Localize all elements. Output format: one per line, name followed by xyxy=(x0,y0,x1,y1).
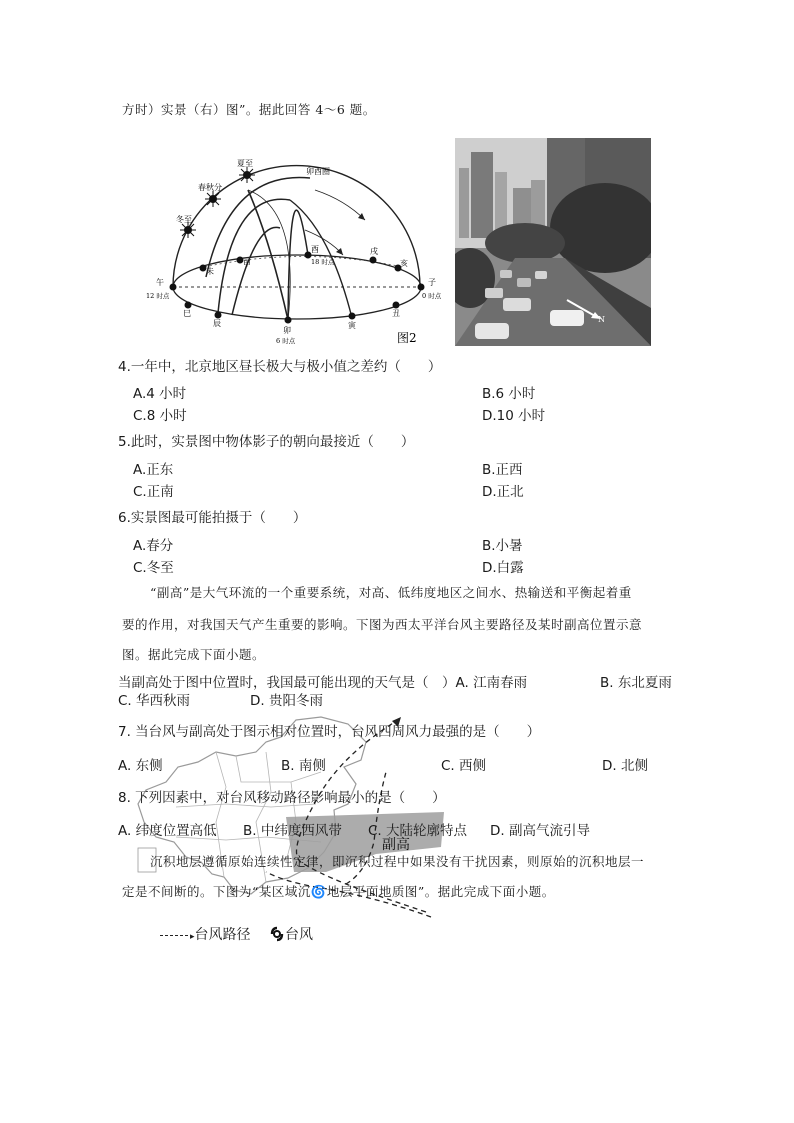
label-winter: 冬至 xyxy=(176,215,192,224)
label-shen: 申 xyxy=(243,259,251,268)
qweather-option-d[interactable]: D. 贵阳冬雨 xyxy=(250,693,323,709)
q5-option-c[interactable]: C.正南 xyxy=(133,484,174,500)
q8-option-b[interactable]: B. 中纬度西风带 xyxy=(243,823,342,839)
q4-option-c[interactable]: C.8 小时 xyxy=(133,408,187,424)
qweather-option-b[interactable]: B. 东北夏雨 xyxy=(600,675,672,691)
q7-option-c[interactable]: C. 西侧 xyxy=(441,758,487,774)
q6-option-c[interactable]: C.冬至 xyxy=(133,560,174,576)
q6-option-d[interactable]: D.白露 xyxy=(482,560,524,576)
sediment-para-line2: 定是不间断的。下图为“某区域沉🌀地层平面地质图”。据此完成下面小题。 xyxy=(122,884,555,899)
q8-option-d[interactable]: D. 副高气流引导 xyxy=(490,823,590,839)
label-si: 巳 xyxy=(183,309,191,318)
q7-stem: 7. 当台风与副高处于图示相对位置时，台风四周风力最强的是（ ） xyxy=(118,724,541,740)
q4-option-d[interactable]: D.10 小时 xyxy=(482,408,546,424)
label-xu: 戌 xyxy=(370,247,378,256)
q4-option-a[interactable]: A.4 小时 xyxy=(133,386,187,402)
sun-icon-summer xyxy=(239,167,255,183)
q5-option-d[interactable]: D.正北 xyxy=(482,484,524,500)
label-you-time: 18 时点 xyxy=(311,258,335,266)
q4-option-b[interactable]: B.6 小时 xyxy=(482,386,536,402)
q8-stem: 8. 下列因素中，对台风移动路径影响最小的是（ ） xyxy=(118,790,446,806)
fugao-para-line1: “副高”是大气环流的一个重要系统，对高、低纬度地区之间水、热输送和平衡起着重 xyxy=(150,585,632,600)
q8-option-c[interactable]: C. 大陆轮廓特点 xyxy=(368,823,468,839)
map-legend: ▸台风路径 台风 xyxy=(160,924,313,944)
label-mao: 卯 xyxy=(283,326,291,335)
q5-stem: 5.此时，实景图中物体影子的朝向最接近（ ） xyxy=(118,434,415,450)
qweather-option-c[interactable]: C. 华西秋雨 xyxy=(118,693,191,709)
q7-option-b[interactable]: B. 南侧 xyxy=(281,758,326,774)
q5-option-b[interactable]: B.正西 xyxy=(482,462,523,478)
q6-stem: 6.实景图最可能拍摄于（ ） xyxy=(118,510,307,526)
fugao-label: 副高 xyxy=(382,837,410,853)
sun-icon-equinox xyxy=(205,191,221,207)
label-chen: 辰 xyxy=(213,319,221,328)
label-you: 酉 xyxy=(311,245,319,254)
back-horizon xyxy=(200,256,398,268)
legend-path-label: 台风路径 xyxy=(194,927,251,943)
typhoon-icon xyxy=(269,926,285,942)
label-hai: 亥 xyxy=(400,259,408,268)
label-yin: 寅 xyxy=(348,321,356,330)
q7-option-d[interactable]: D. 北侧 xyxy=(602,758,648,774)
legend-typhoon-label: 台风 xyxy=(284,927,313,943)
fugao-para-line3: 图。据此完成下面小题。 xyxy=(122,647,266,662)
maoyou-circle xyxy=(288,210,308,320)
intro-line: 方时）实景（右）图”。据此回答 4～6 题。 xyxy=(122,102,376,117)
label-maoyou: 卯酉圈 xyxy=(306,167,330,176)
sun-icon-winter xyxy=(180,222,196,238)
q4-stem: 4.一年中，北京地区昼长极大与极小值之差约（ ） xyxy=(118,359,442,375)
label-zi-time: 0 时点 xyxy=(422,292,442,300)
north-arrow-label: N xyxy=(598,315,605,324)
label-wu-time: 12 时点 xyxy=(146,292,170,300)
typhoon-icon-map: 🌀 xyxy=(310,884,327,899)
label-equinox: 春秋分 xyxy=(198,183,222,192)
qweather-stem: 当副高处于图中位置时，我国最可能出现的天气是（ ）A. 江南春雨 xyxy=(118,675,528,691)
dashed-arrow-icon xyxy=(160,935,188,936)
sun-path-diagram xyxy=(140,150,450,350)
q8-option-a[interactable]: A. 纬度位置高低 xyxy=(118,823,217,839)
fugao-para-line2: 要的作用，对我国天气产生重要的影响。下图为西太平洋台风主要路径及某时副高位置示意 xyxy=(122,617,643,632)
sediment-para-line1: 沉积地层遵循原始连续性定律，即沉积过程中如果没有干扰因素，则原始的沉积地层一 xyxy=(150,854,645,869)
figure-label: 图2 xyxy=(397,331,417,345)
q5-option-a[interactable]: A.正东 xyxy=(133,462,174,478)
label-zi: 子 xyxy=(428,278,436,287)
label-wei: 未 xyxy=(206,267,214,276)
arrow-path-1 xyxy=(315,190,365,220)
label-mao-time: 6 时点 xyxy=(276,337,296,345)
q7-option-a[interactable]: A. 东侧 xyxy=(118,758,163,774)
label-summer: 夏至 xyxy=(237,159,253,168)
q6-option-a[interactable]: A.春分 xyxy=(133,538,174,554)
street-photo xyxy=(455,138,651,346)
winter-path xyxy=(232,227,280,315)
label-wu: 午 xyxy=(156,278,164,287)
q6-option-b[interactable]: B.小暑 xyxy=(482,538,523,554)
label-chou: 丑 xyxy=(392,309,400,318)
